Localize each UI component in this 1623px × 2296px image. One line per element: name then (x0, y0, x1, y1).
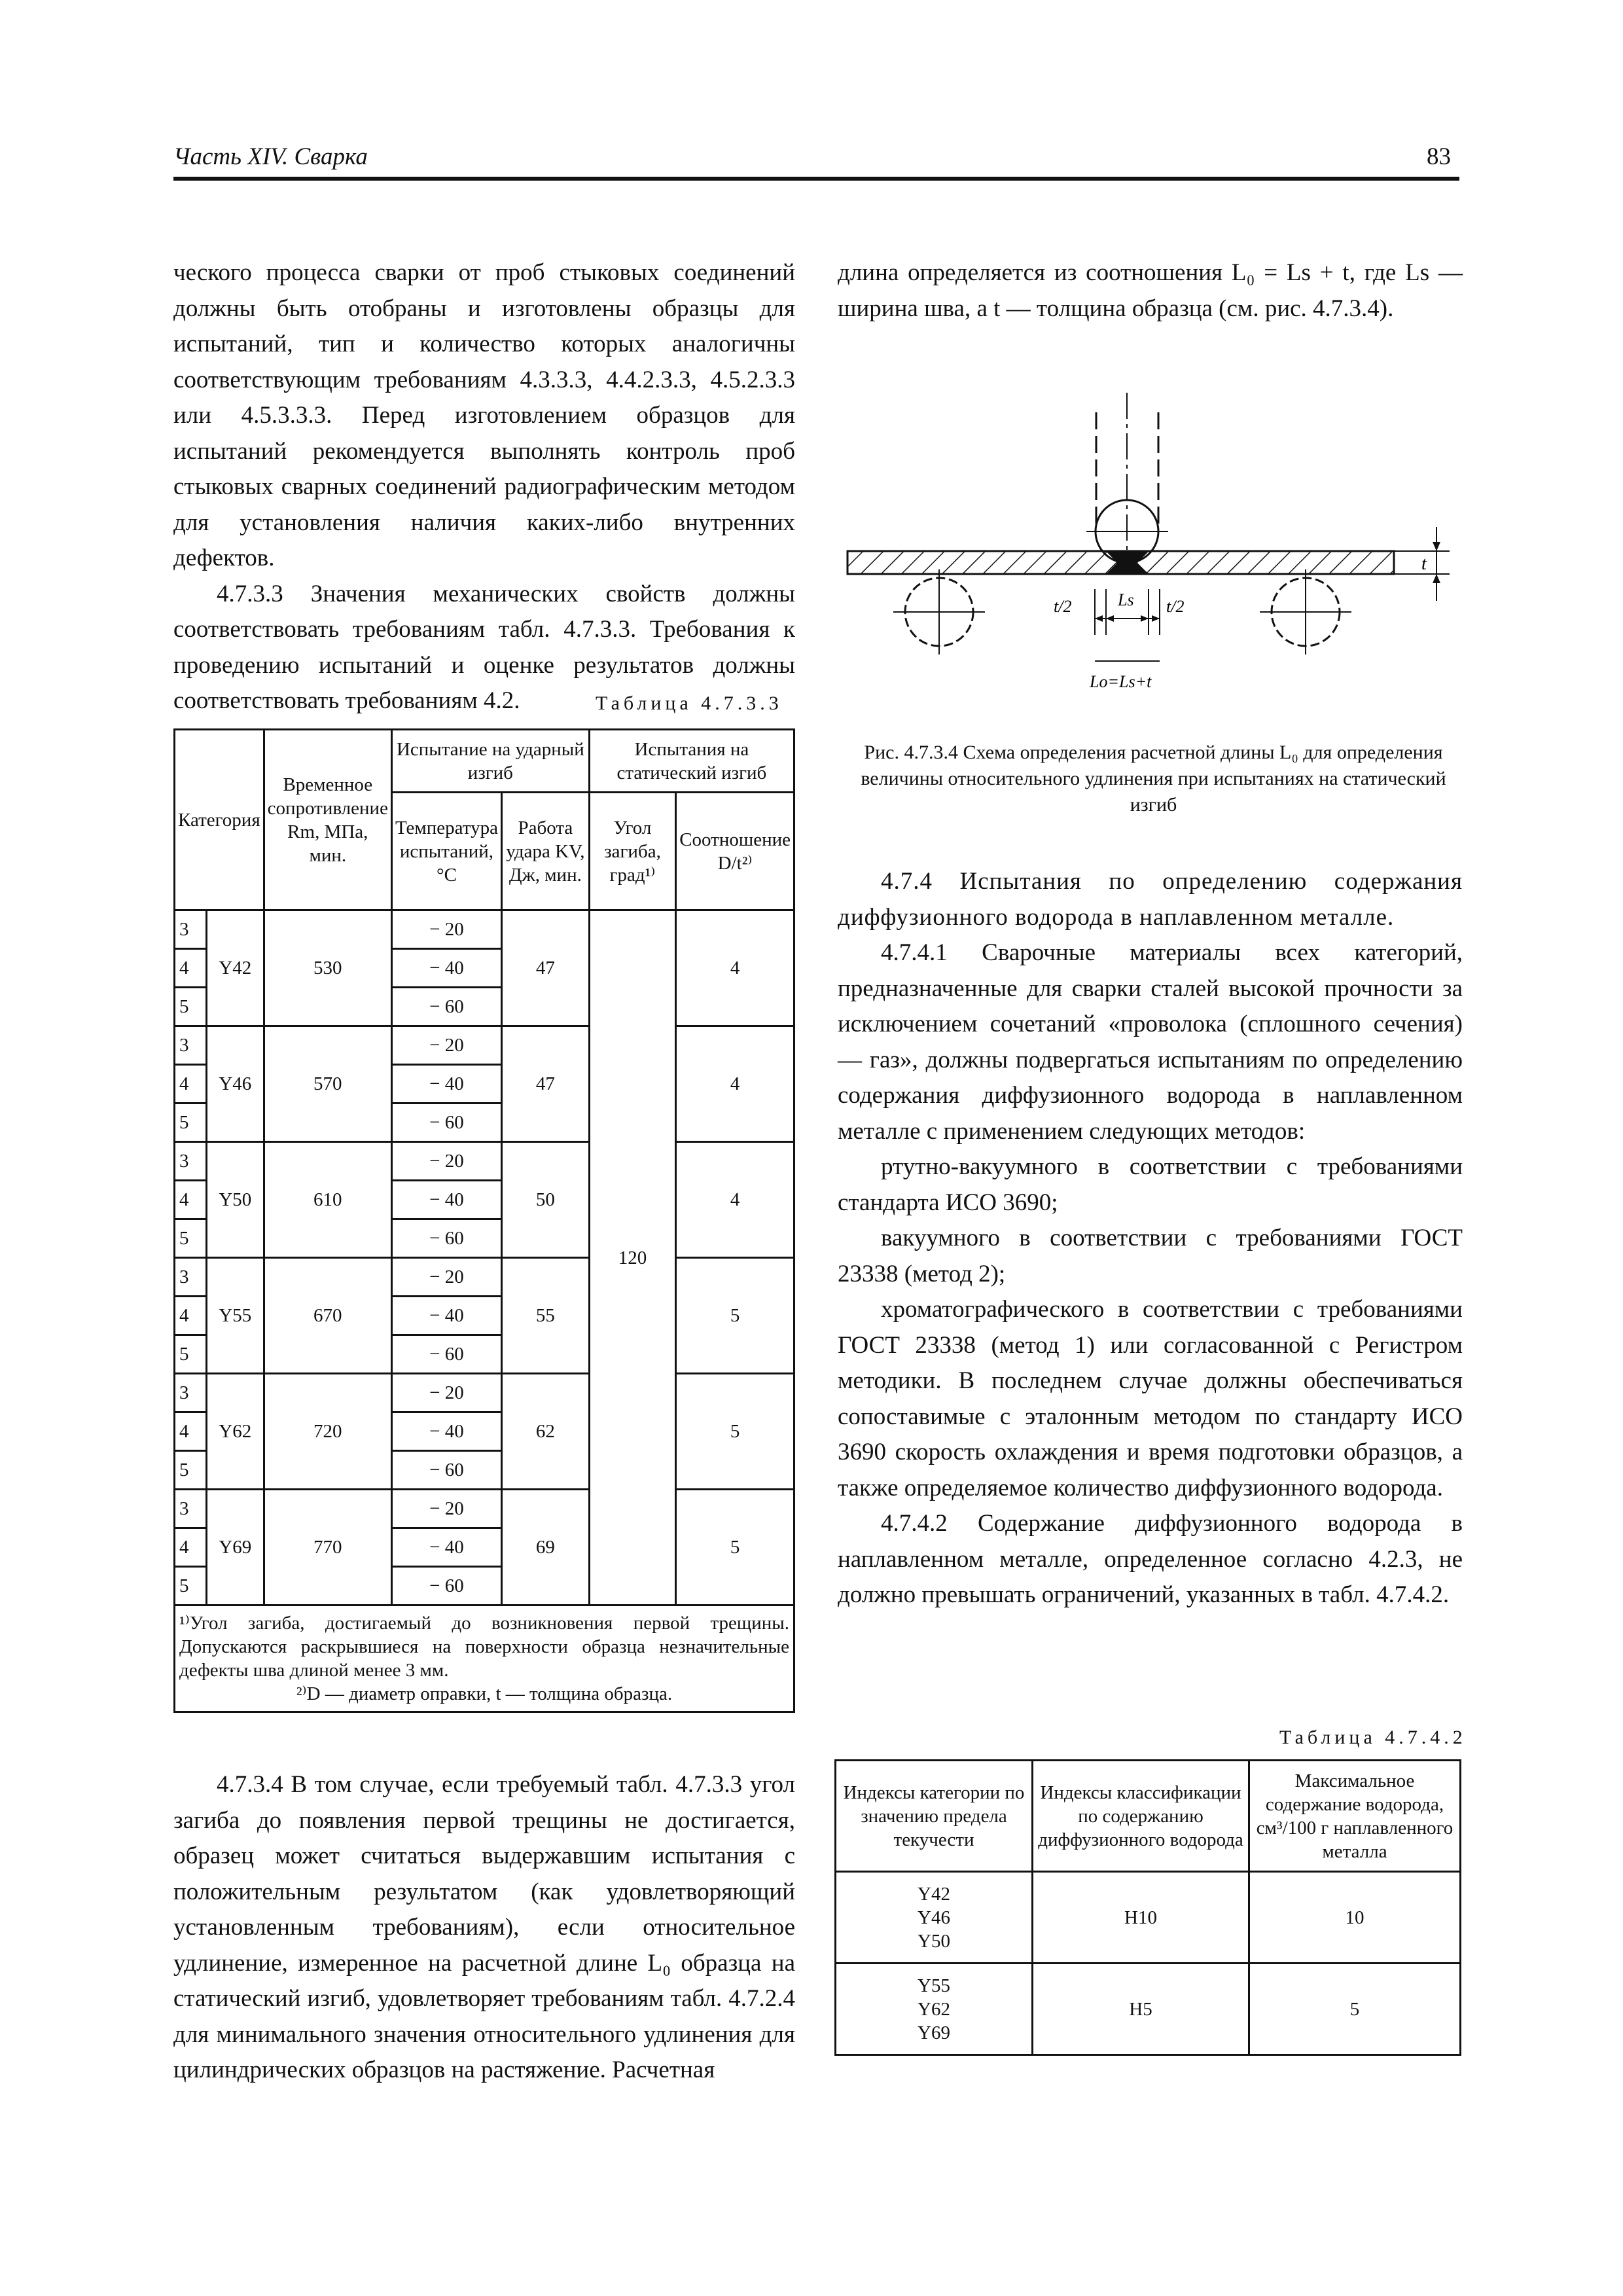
table-row (175, 1142, 794, 1181)
cell-grade: Y69 (207, 1490, 264, 1605)
cell-temperature: − 40 (391, 1181, 501, 1219)
label-ls: Ls (1118, 590, 1134, 609)
support-roller-right-icon (1260, 569, 1351, 655)
cell-temperature: − 20 (391, 910, 501, 949)
th-impact: Испытание на ударный изгиб (391, 730, 589, 793)
cell-classification: H10 (1033, 1872, 1249, 1964)
cell-temperature: − 40 (391, 1412, 501, 1451)
th-impact-work: Работа удара KV, Дж, мин. (501, 793, 589, 910)
cell-temperature: − 20 (391, 1258, 501, 1297)
specimen-plate (847, 551, 1394, 574)
cell-ratio: 5 (676, 1258, 794, 1374)
cell-impact-work: 50 (501, 1142, 589, 1258)
header-rule (173, 177, 1459, 181)
cell-temperature: − 60 (391, 1219, 501, 1258)
cell-category: 4 (175, 1297, 207, 1335)
cell-category: 4 (175, 1065, 207, 1103)
cell-category: 5 (175, 988, 207, 1026)
th-bend: Испытания на статический изгиб (589, 730, 794, 793)
table-row (175, 1258, 794, 1297)
th-tensile: Временное сопротивление Rm, МПа, мин. (264, 730, 391, 910)
figure-caption: Рис. 4.7.3.4 Схема определения расчетной длины L₀ для определения величины относительного удлинения при испытаниях на статический изгиб (861, 742, 1446, 816)
paragraph-length: длина определяется из соотношения L₀ = Ls + t, где Ls — ширина шва, а t — толщина образца (см. рис. 4.7.3.4). (838, 259, 1463, 322)
cell-category: 5 (175, 1335, 207, 1374)
cell-ratio: 5 (676, 1374, 794, 1490)
cell-tensile: 570 (264, 1026, 391, 1142)
cell-temperature: − 60 (391, 1567, 501, 1605)
cell-category: 5 (175, 1219, 207, 1258)
cell-classification: H5 (1033, 1964, 1249, 2055)
cell-category: 3 (175, 1374, 207, 1412)
cell-max-hydrogen: 10 (1249, 1872, 1461, 1964)
th-category: Категория (175, 730, 264, 910)
cell-category-indices: Y42 Y46 Y50 (836, 1872, 1033, 1964)
left-column-top (173, 255, 795, 719)
heading-474-number: 4.7.4 (881, 868, 933, 895)
cell-grade: Y50 (207, 1142, 264, 1258)
label-t: t (1421, 554, 1427, 574)
cell-impact-work: 62 (501, 1374, 589, 1490)
cell-bend-angle: 120 (589, 910, 675, 1605)
table-row (175, 910, 794, 949)
cell-category: 4 (175, 1412, 207, 1451)
cell-grade: Y62 (207, 1374, 264, 1490)
cell-temperature: − 40 (391, 1065, 501, 1103)
label-lo-formula: Lo=Ls+t (1090, 672, 1152, 691)
cell-category: 5 (175, 1567, 207, 1605)
cell-ratio: 4 (676, 910, 794, 1026)
cell-temperature: − 60 (391, 1335, 501, 1374)
page-number: 83 (1427, 143, 1451, 170)
cell-category: 3 (175, 1026, 207, 1065)
cell-temperature: − 20 (391, 1026, 501, 1065)
heading-474-text: Испытания по определению содержания диффузионного водорода в наплавленном металле. (838, 868, 1463, 931)
table-row (175, 1490, 794, 1528)
cell-max-hydrogen: 5 (1249, 1964, 1461, 2055)
cell-grade: Y55 (207, 1258, 264, 1374)
heading-474 (838, 864, 1463, 935)
label-t2-left: t/2 (1054, 597, 1072, 616)
cell-tensile: 770 (264, 1490, 391, 1605)
paragraph-continuation: ческого процесса сварки от проб стыковых соединений должны быть отобраны и изготовлены образцы для испытаний, тип и количество которых аналогичны соответствующим требованиям 4.3.3.3, 4.4.2.3.3, 4.5.2.3.3 или 4.5.3.3.3. Перед изготовлением образцов для испытаний рекомендуется выполнять контроль проб стыковых сварных соединений радиографическим методом для установления наличия каких-либо внутренних дефектов. (173, 259, 795, 571)
cell-temperature: − 60 (391, 1451, 501, 1490)
cell-category-indices: Y55 Y62 Y69 (836, 1964, 1033, 2055)
footnote-1: ¹⁾Угол загиба, достигаемый до возникновения первой трещины. Допускаются раскрывшиеся на поверхности образца незначительные дефекты шва длиной менее 3 мм. (179, 1613, 789, 1681)
method-2: вакуумного в соответствии с требованиями ГОСТ 23338 (метод 2); (838, 1225, 1463, 1287)
cell-category: 5 (175, 1103, 207, 1142)
bend-test-figure (838, 393, 1466, 700)
cell-grade: Y46 (207, 1026, 264, 1142)
cell-impact-work: 47 (501, 1026, 589, 1142)
table-4733 (173, 728, 795, 1713)
th-bend-angle: Угол загиба, град¹⁾ (589, 793, 675, 910)
cell-ratio: 4 (676, 1026, 794, 1142)
footnote-2: ²⁾D — диаметр оправки, t — толщина образца. (296, 1683, 673, 1704)
cell-category: 3 (175, 1490, 207, 1528)
cell-impact-work: 47 (501, 910, 589, 1026)
cell-temperature: − 60 (391, 1103, 501, 1142)
table-4742 (834, 1759, 1461, 2056)
table-caption-4733: Таблица 4.7.3.3 (596, 692, 783, 714)
cell-category: 3 (175, 910, 207, 949)
support-roller-left-icon (893, 569, 985, 655)
table-row (836, 1872, 1461, 1964)
cell-category: 5 (175, 1451, 207, 1490)
table-caption-4742: Таблица 4.7.4.2 (1279, 1727, 1467, 1748)
paragraph-4733: 4.7.3.3 Значения механических свойств должны соответствовать требованиям табл. 4.7.3.3. Требования к проведению испытаний и оценке результатов должны соответствовать требованиям 4.2. (173, 580, 795, 714)
th2-classification: Индексы классификации по содержанию диффузионного водорода (1033, 1761, 1249, 1872)
cell-temperature: − 20 (391, 1374, 501, 1412)
paragraph-4734: 4.7.3.4 В том случае, если требуемый табл. 4.7.3.3 угол загиба до появления первой трещины не достигается, образец может считаться выдержавшим испытания с положительным результатом (как удовлетворяющий установленным требованиям), если относительное удлинение, измеренное на расчетной длине L₀ образца на статический изгиб, удовлетворяет требованиям табл. 4.7.2.4 для минимального значения относительного удлинения для цилиндрических образцов на растяжение. Расчетная (173, 1771, 795, 2083)
method-3: хроматографического в соответствии с требованиями ГОСТ 23338 (метод 1) или согласованной с Регистром методики. В последнем случае должны обеспечиваться сопоставимые с эталонным методом по стандарту ИСО 3690 скорость охлаждения и время подготовки образцов, а также определяемое количество диффузионного водорода. (838, 1296, 1463, 1501)
right-column-top (838, 255, 1463, 327)
right-column-middle (838, 864, 1463, 1613)
cell-category: 3 (175, 1258, 207, 1297)
cell-tensile: 670 (264, 1258, 391, 1374)
table-footnotes (175, 1605, 794, 1712)
cell-impact-work: 69 (501, 1490, 589, 1605)
cell-ratio: 5 (676, 1490, 794, 1605)
running-header: Часть XIV. Сварка (173, 143, 368, 170)
cell-impact-work: 55 (501, 1258, 589, 1374)
cell-tensile: 610 (264, 1142, 391, 1258)
cell-temperature: − 60 (391, 988, 501, 1026)
cell-temperature: − 40 (391, 1297, 501, 1335)
cell-temperature: − 20 (391, 1490, 501, 1528)
table-row (175, 1026, 794, 1065)
paragraph-4742: 4.7.4.2 Содержание диффузионного водорода в наплавленном металле, определенное согласно 4.2.3, не должно превышать ограничений, указанных в табл. 4.7.4.2. (838, 1510, 1463, 1608)
table-row (836, 1964, 1461, 2055)
cell-category: 4 (175, 1181, 207, 1219)
th2-max-hydrogen: Максимальное содержание водорода, см³/100 г наплавленного металла (1249, 1761, 1461, 1872)
th-ratio: Соотношение D/t²⁾ (676, 793, 794, 910)
paragraph-4741: 4.7.4.1 Сварочные материалы всех категорий, предназначенные для сварки сталей высокой прочности за исключением сочетаний «проволока (сплошного сечения) — газ», должны подвергаться испытаниям по определению содержания диффузионного водорода в наплавленном металле с применением следующих методов: (838, 939, 1463, 1145)
cell-grade: Y42 (207, 910, 264, 1026)
table-row (175, 1374, 794, 1412)
cell-category: 4 (175, 949, 207, 988)
mandrel-icon (1086, 393, 1168, 563)
cell-temperature: − 40 (391, 949, 501, 988)
label-t2-right: t/2 (1166, 597, 1185, 616)
left-column-bottom (173, 1767, 795, 2089)
cell-temperature: − 20 (391, 1142, 501, 1181)
method-1: ртутно-вакуумного в соответствии с требованиями стандарта ИСО 3690; (838, 1153, 1463, 1216)
cell-category: 4 (175, 1528, 207, 1567)
th-temperature: Температура испытаний, °С (391, 793, 501, 910)
cell-temperature: − 40 (391, 1528, 501, 1567)
th2-category: Индексы категории по значению предела текучести (836, 1761, 1033, 1872)
cell-tensile: 720 (264, 1374, 391, 1490)
cell-tensile: 530 (264, 910, 391, 1026)
cell-category: 3 (175, 1142, 207, 1181)
cell-ratio: 4 (676, 1142, 794, 1258)
